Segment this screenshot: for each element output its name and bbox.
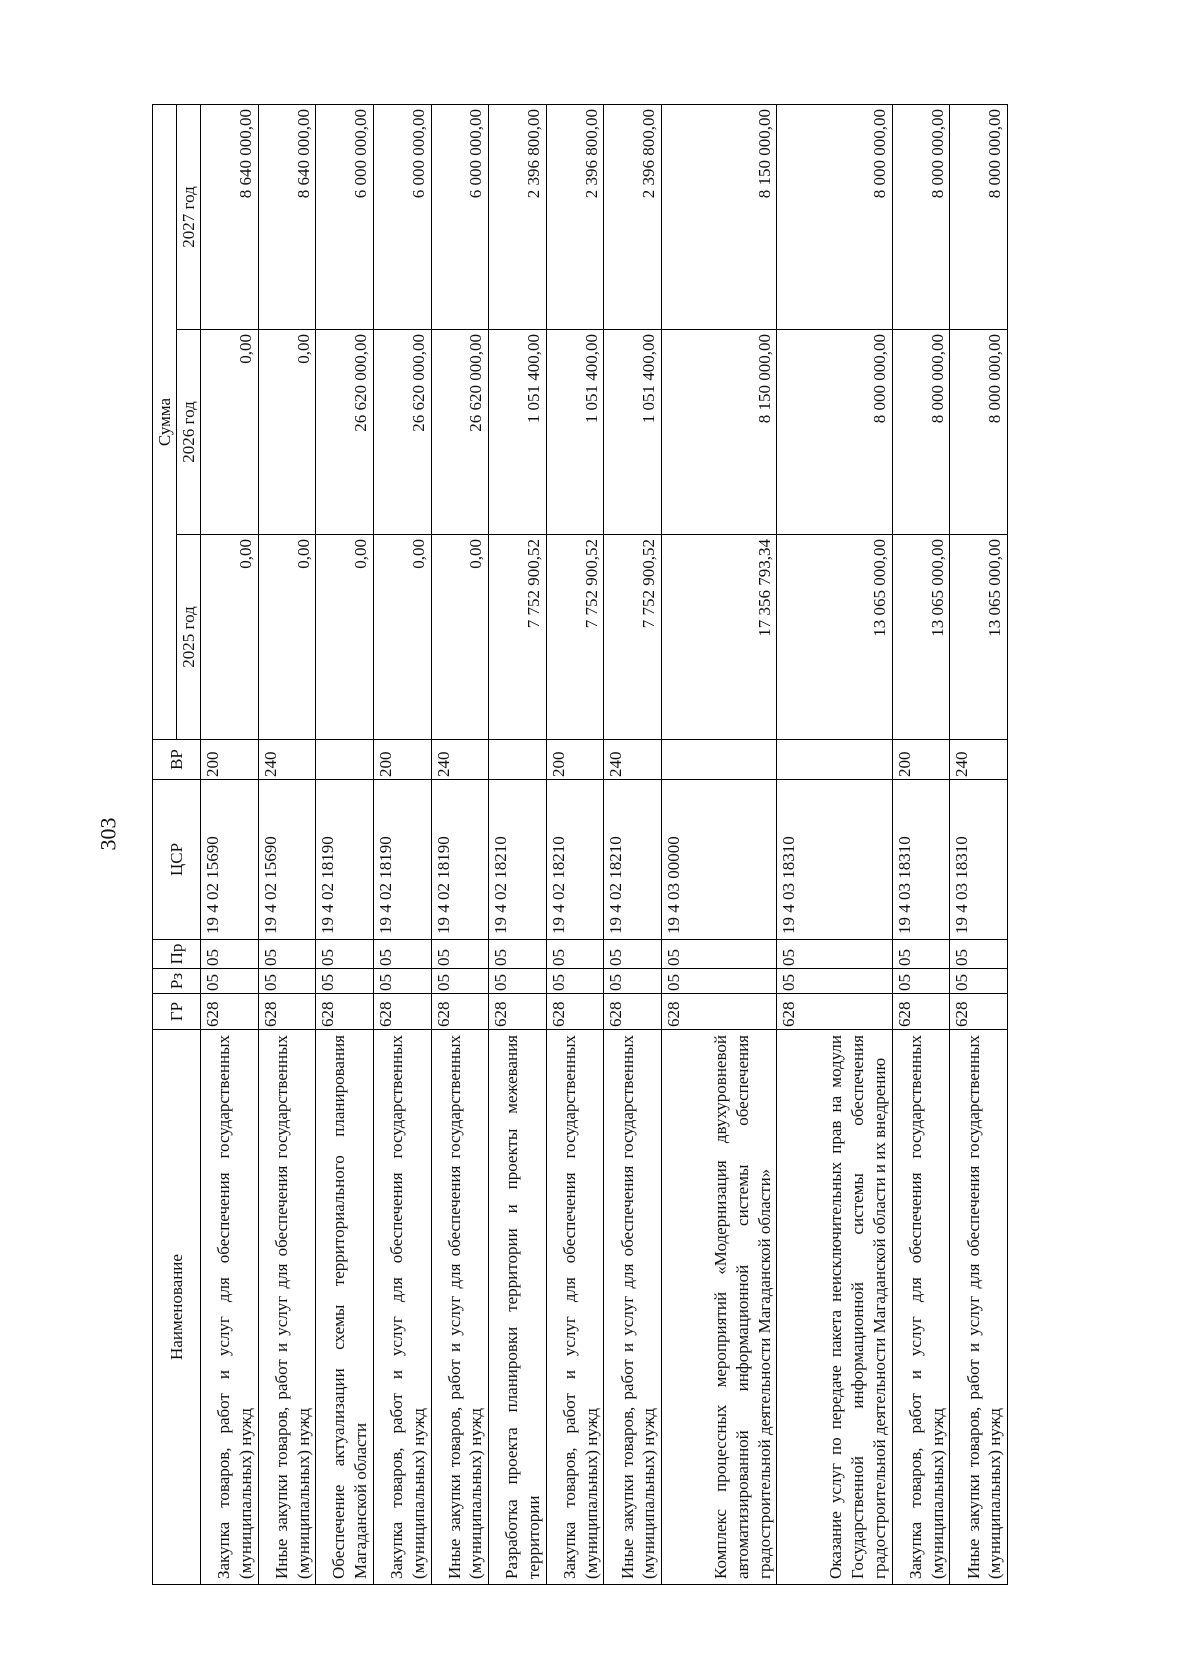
cell-y2026: 26 620 000,00 (373, 330, 431, 535)
cell-y2025: 0,00 (431, 535, 489, 740)
cell-y2026: 26 620 000,00 (316, 330, 374, 535)
cell-y2025: 13 065 000,00 (777, 535, 892, 740)
cell-rz: 05 (316, 969, 374, 994)
cell-gr: 628 (431, 994, 489, 1030)
table-row (950, 104, 1008, 1584)
cell-vr: 200 (892, 740, 950, 780)
cell-name: Иные закупки товаров, работ и услуг для обеспечения государственных (муниципальных) нужд (950, 1030, 1008, 1585)
page-number (88, 784, 128, 884)
cell-y2027: 8 000 000,00 (892, 104, 950, 329)
cell-y2026: 0,00 (258, 330, 316, 535)
cell-csr: 19 4 03 18310 (777, 780, 892, 940)
cell-csr: 19 4 02 18190 (316, 780, 374, 940)
cell-rz: 05 (373, 969, 431, 994)
cell-rz: 05 (950, 969, 1008, 994)
cell-csr: 19 4 02 15690 (258, 780, 316, 940)
table-row (546, 104, 604, 1584)
table-row (201, 104, 259, 1584)
cell-rz: 05 (489, 969, 547, 994)
cell-y2025: 7 752 900,52 (546, 535, 604, 740)
table-row (316, 104, 374, 1584)
cell-gr: 628 (258, 994, 316, 1030)
cell-y2027: 8 000 000,00 (950, 104, 1008, 329)
cell-y2026: 1 051 400,00 (546, 330, 604, 535)
header-sum: Сумма (153, 104, 177, 739)
cell-rz: 05 (431, 969, 489, 994)
cell-rz: 05 (604, 969, 662, 994)
cell-name: Иные закупки товаров, работ и услуг для обеспечения государственных (муниципальных) нужд (431, 1030, 489, 1585)
cell-y2026: 8 150 000,00 (662, 330, 777, 535)
table-body (201, 104, 1008, 1584)
cell-y2026: 1 051 400,00 (604, 330, 662, 535)
cell-pr: 05 (431, 940, 489, 969)
cell-vr (489, 740, 547, 780)
cell-y2027: 2 396 800,00 (489, 104, 547, 329)
cell-vr: 240 (258, 740, 316, 780)
header-name: Наименование (153, 1030, 201, 1585)
cell-vr: 200 (373, 740, 431, 780)
cell-name: Закупка товаров, работ и услуг для обеспечения государственных (муниципальных) нужд (892, 1030, 950, 1585)
cell-pr: 05 (604, 940, 662, 969)
cell-rz: 05 (892, 969, 950, 994)
cell-csr: 19 4 03 18310 (950, 780, 1008, 940)
table-row (431, 104, 489, 1584)
cell-vr: 240 (950, 740, 1008, 780)
cell-rz: 05 (777, 969, 892, 994)
page-number-text: 303 (95, 817, 120, 851)
cell-name: Иные закупки товаров, работ и услуг для обеспечения государственных (муниципальных) нужд (604, 1030, 662, 1585)
cell-y2025: 17 356 793,34 (662, 535, 777, 740)
cell-pr: 05 (316, 940, 374, 969)
cell-y2027: 8 000 000,00 (777, 104, 892, 329)
cell-y2027: 8 150 000,00 (662, 104, 777, 329)
cell-vr: 200 (201, 740, 259, 780)
cell-y2027: 6 000 000,00 (316, 104, 374, 329)
header-2026: 2026 год (177, 330, 201, 535)
cell-pr: 05 (892, 940, 950, 969)
cell-gr: 628 (201, 994, 259, 1030)
cell-y2026: 8 000 000,00 (950, 330, 1008, 535)
cell-rz: 05 (201, 969, 259, 994)
cell-gr: 628 (950, 994, 1008, 1030)
cell-name: Закупка товаров, работ и услуг для обеспечения государственных (муниципальных) нужд (546, 1030, 604, 1585)
rotated-table-container (152, 105, 1008, 1585)
cell-y2027: 2 396 800,00 (546, 104, 604, 329)
cell-csr: 19 4 02 18190 (373, 780, 431, 940)
cell-name: Обеспечение актуализации схемы территориального планирования Магаданской области (316, 1030, 374, 1585)
cell-pr: 05 (546, 940, 604, 969)
cell-gr: 628 (316, 994, 374, 1030)
cell-gr: 628 (777, 994, 892, 1030)
cell-pr: 05 (662, 940, 777, 969)
cell-y2026: 26 620 000,00 (431, 330, 489, 535)
cell-rz: 05 (258, 969, 316, 994)
cell-pr: 05 (777, 940, 892, 969)
header-pr: Пр (153, 940, 201, 969)
budget-table (152, 104, 1008, 1585)
cell-vr: 200 (546, 740, 604, 780)
cell-y2025: 13 065 000,00 (892, 535, 950, 740)
cell-csr: 19 4 03 00000 (662, 780, 777, 940)
header-csr: ЦСР (153, 780, 201, 940)
cell-vr (662, 740, 777, 780)
table-row (662, 104, 777, 1584)
cell-gr: 628 (373, 994, 431, 1030)
table-header (153, 104, 201, 1584)
cell-csr: 19 4 02 18210 (604, 780, 662, 940)
cell-y2025: 0,00 (201, 535, 259, 740)
table-row (258, 104, 316, 1584)
cell-pr: 05 (258, 940, 316, 969)
cell-y2026: 8 000 000,00 (777, 330, 892, 535)
table-row (604, 104, 662, 1584)
cell-name: Комплекс процессных мероприятий «Модернизация двухуровневой автоматизированной информационной системы обеспечения градостроительной деятельности Магаданской области» (662, 1030, 777, 1585)
cell-csr: 19 4 02 18210 (489, 780, 547, 940)
cell-name: Закупка товаров, работ и услуг для обеспечения государственных (муниципальных) нужд (201, 1030, 259, 1585)
cell-y2026: 0,00 (201, 330, 259, 535)
cell-name: Разработка проекта планировки территории и проекты межевания территории (489, 1030, 547, 1585)
cell-name: Иные закупки товаров, работ и услуг для обеспечения государственных (муниципальных) нужд (258, 1030, 316, 1585)
cell-csr: 19 4 03 18310 (892, 780, 950, 940)
cell-vr (316, 740, 374, 780)
header-gr: ГР (153, 994, 201, 1030)
cell-gr: 628 (662, 994, 777, 1030)
cell-y2025: 0,00 (316, 535, 374, 740)
cell-pr: 05 (950, 940, 1008, 969)
cell-pr: 05 (373, 940, 431, 969)
cell-gr: 628 (604, 994, 662, 1030)
cell-csr: 19 4 02 18190 (431, 780, 489, 940)
cell-rz: 05 (546, 969, 604, 994)
table-row (892, 104, 950, 1584)
cell-y2027: 6 000 000,00 (373, 104, 431, 329)
cell-gr: 628 (489, 994, 547, 1030)
cell-gr: 628 (892, 994, 950, 1030)
cell-name: Оказание услуг по передаче пакета неисключительных прав на модули Государственной информационной системы обеспечения градостроительной деятельности Магаданской области и их внедрению (777, 1030, 892, 1585)
cell-y2026: 8 000 000,00 (892, 330, 950, 535)
cell-y2026: 1 051 400,00 (489, 330, 547, 535)
table-row (373, 104, 431, 1584)
cell-rz: 05 (662, 969, 777, 994)
cell-csr: 19 4 02 18210 (546, 780, 604, 940)
header-vr: ВР (153, 740, 201, 780)
cell-csr: 19 4 02 15690 (201, 780, 259, 940)
cell-y2027: 8 640 000,00 (201, 104, 259, 329)
header-2025: 2025 год (177, 535, 201, 740)
header-2027: 2027 год (177, 104, 201, 329)
cell-pr: 05 (201, 940, 259, 969)
cell-y2025: 13 065 000,00 (950, 535, 1008, 740)
cell-pr: 05 (489, 940, 547, 969)
cell-y2027: 2 396 800,00 (604, 104, 662, 329)
cell-y2027: 6 000 000,00 (431, 104, 489, 329)
cell-vr: 240 (604, 740, 662, 780)
cell-vr (777, 740, 892, 780)
cell-y2025: 7 752 900,52 (489, 535, 547, 740)
cell-vr: 240 (431, 740, 489, 780)
table-row (489, 104, 547, 1584)
cell-y2025: 7 752 900,52 (604, 535, 662, 740)
table-row (777, 104, 892, 1584)
cell-name: Закупка товаров, работ и услуг для обеспечения государственных (муниципальных) нужд (373, 1030, 431, 1585)
header-rz: Рз (153, 969, 201, 994)
cell-y2025: 0,00 (258, 535, 316, 740)
cell-y2025: 0,00 (373, 535, 431, 740)
cell-y2027: 8 640 000,00 (258, 104, 316, 329)
cell-gr: 628 (546, 994, 604, 1030)
